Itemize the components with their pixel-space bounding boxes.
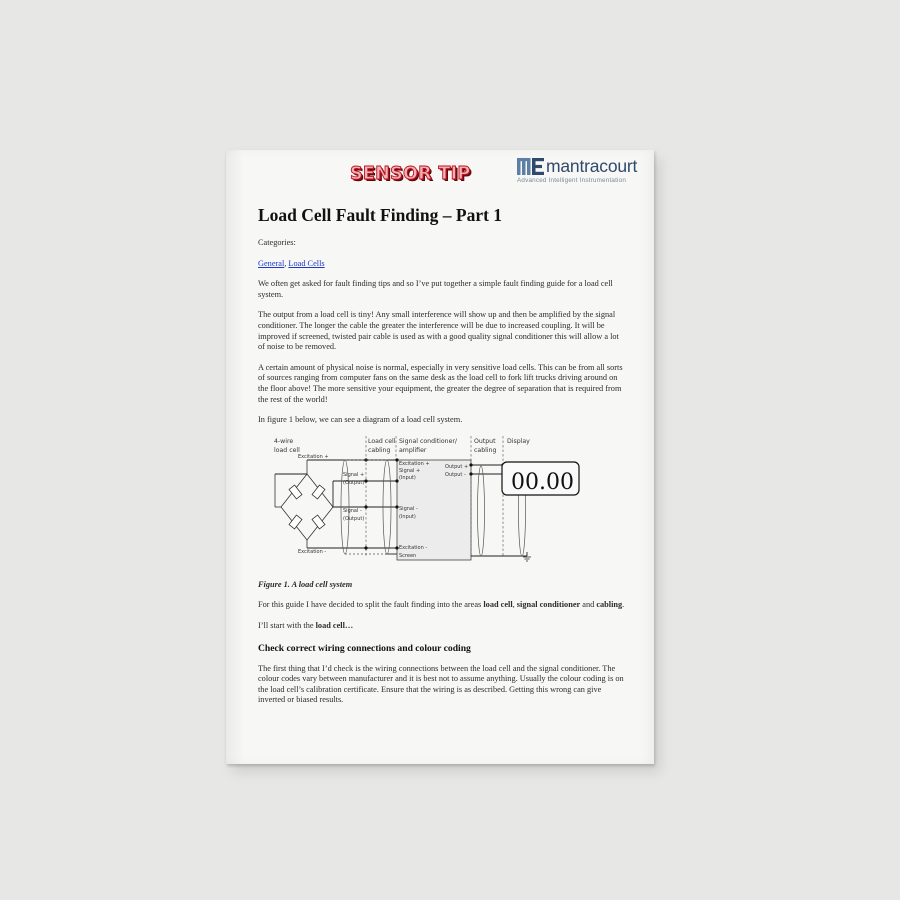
sc-excitation-plus: Excitation + [399,461,430,467]
header-conditioner-1: Signal conditioner/ [399,438,458,445]
category-link-general[interactable]: General [258,258,285,268]
guide-separator: , [512,600,515,610]
header-load-cell-2: load cell [274,447,300,454]
paragraph-interference: The output from a load cell is tiny! Any small interference will show up and then be amplified by the signal conditioner. The longer the cable the greater the interference will be due to increased coupling. It will be improved if screened, twisted pair cable is used as with a good quality signal conditioner this will allow a lot of noise to be removed. [258,310,619,352]
sc-signal-plus-1: Signal + [399,468,421,474]
section-heading: Check correct wiring connections and colour coding [258,642,471,654]
brand-logo [517,156,652,188]
paragraph-guide-areas [258,600,626,611]
load-cell-system-diagram [265,434,595,566]
lc-signal-minus-1: Signal - [343,508,362,514]
paragraph-intro: We often get asked for fault finding tips and so I’ve put together a simple fault finding guide for a load cell system. [258,279,613,299]
sc-excitation-minus: Excitation - [399,545,428,551]
sc-signal-plus-2: (Input) [399,475,416,481]
header-cabling-1: Load cell [368,438,396,445]
sc-signal-minus-2: (Input) [399,514,416,520]
sc-output-minus: Output - [445,472,466,478]
categories-label: Categories: [258,238,296,247]
header-cabling-2: cabling [368,447,391,454]
guide-area-cabling: cabling [596,600,623,610]
lc-signal-plus-1: Signal + [343,472,365,478]
paragraph-wiring: The first thing that I’d check is the wiring connections between the load cell and the signal conditioner. The colour codes vary between manufacturer and it is best not to assume anything. Usually the colour coding is on the load cell’s calibration certificate. Ensure that the wiring is as described. Getting this wrong can give inverted or biased results. [258,663,624,705]
sc-signal-minus-1: Signal - [399,506,418,512]
guide-area-load-cell: load cell [483,600,513,610]
paragraph-noise: A certain amount of physical noise is normal, especially in very sensitive load cells. This can be from all sorts of sources ranging from computer fans on the same desk as the load cell to fork lift trucks driving around on the floor above! The more sensitive your equipment, the greater the degree of separation that is required from the rest of the world! [258,362,623,404]
start-text: I’ll start with the [258,620,314,630]
figure-caption: Figure 1. A load cell system [258,579,353,589]
article-title: Load Cell Fault Finding – Part 1 [258,205,503,225]
ground-symbol-icon [523,557,531,561]
header-display: Display [507,438,530,445]
header-output-2: cabling [474,447,497,454]
mantracourt-logo-icon [517,158,545,175]
header-conditioner-2: amplifier [399,447,427,454]
paragraph-figure-ref: In figure 1 below, we can see a diagram of a load cell system. [258,415,463,425]
category-separator: , [284,258,289,268]
guide-intro: For this guide I have decided to split the fault finding into the areas [258,600,482,610]
lc-excitation-minus: Excitation - [298,549,327,555]
lc-excitation-plus: Excitation + [298,454,329,460]
sensor-tip-banner: SENSOR TIP [350,164,471,184]
display-value: 00.00 [511,470,574,495]
wheatstone-bridge [275,460,333,548]
sc-screen: Screen [399,553,417,559]
lc-signal-minus-2: (Output) [343,516,365,522]
header-load-cell-1: 4-wire [274,438,294,445]
brand-name: mantracourt [546,156,638,176]
category-link-load-cells[interactable]: Load Cells [288,258,325,268]
header-output-1: Output [474,438,496,445]
guide-area-signal-conditioner: signal conditioner [516,600,581,610]
guide-and: and [582,600,595,610]
category-links [258,259,626,270]
bridge-resistors [289,485,325,529]
sc-output-plus: Output + [445,464,469,470]
start-bold: load cell… [315,620,354,630]
guide-end: . [622,600,625,610]
paragraph-start [258,621,626,632]
lc-signal-plus-2: (Output) [343,480,365,486]
brand-tagline: Advanced Intelligent Instrumentation [517,177,627,184]
